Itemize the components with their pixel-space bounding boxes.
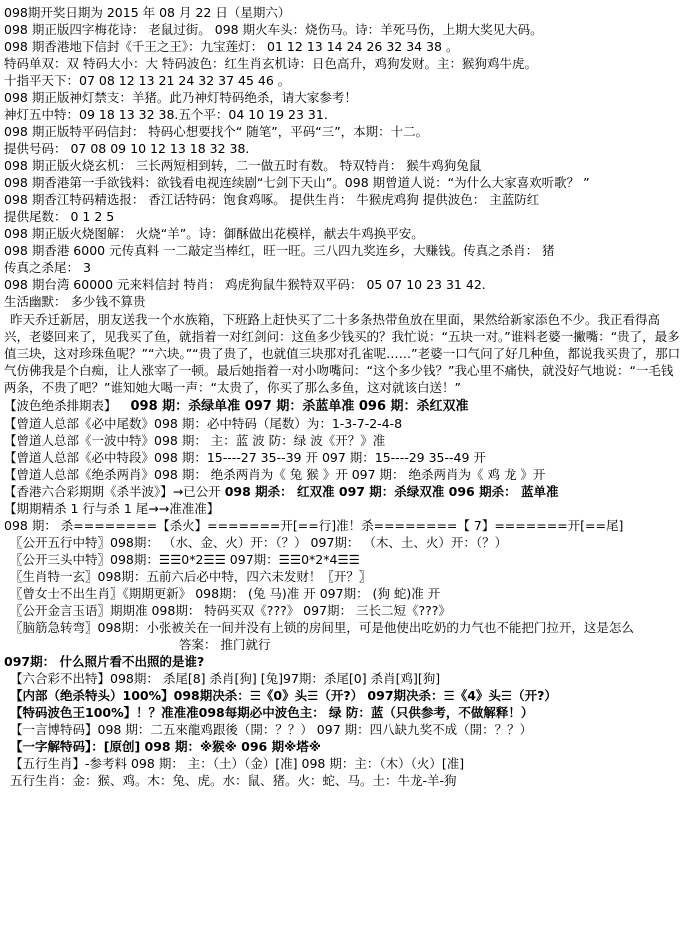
lady-line: 〖曾女士不出生肖〗《期期更新》 098期： (兔 马)准 开 097期： (狗 蛇)准 开: [10, 586, 441, 601]
wave-title: 【波色绝杀排期表】: [4, 398, 117, 413]
fax-tail-line: 传真之杀尾： 3: [4, 260, 91, 275]
selected-line: 【期期精杀 1 行与杀 1 尾→→准准准】: [4, 501, 220, 516]
envelope-line: 098 期正版特平码信封： 特码心想要找个“ 随笔”，平码“三”，本期：十二。: [4, 124, 429, 139]
ten-fingers-line: 十指平天下：07 08 12 13 21 24 32 37 45 46 。: [4, 73, 291, 88]
one-char-line: 【一字解特码】：[原创] 098 期：※猴※ 096 期※塔※: [10, 739, 321, 754]
no-special-line: 【六合彩不出特】098期： 杀尾[8] 杀肖[狗] [兔]97期：杀尾[0] 杀肖[鸡][狗]: [10, 671, 441, 686]
wave-periods: 098 期：杀绿单准 097 期：杀蓝单准 096 期：杀红双准: [130, 399, 469, 414]
brain-teaser-line: 〖脑筋急转弯〗098期：小张被关在一间并没有上锁的房间里，可是他使出吃奶的力气也不能把门拉开，这是怎么: [10, 620, 634, 635]
taiwan-line: 098 期台湾 60000 元来料信封 特肖： 鸡虎狗鼠牛猴特双平码： 05 07 10 23 31 42.: [4, 277, 486, 292]
wave-king-line: 【特码波色王100%】！？准准准098每期必中波色主： 绿 防：蓝（只供参考，不做解释！）: [10, 705, 534, 720]
fire-mystery-line: 098 期正版火烧玄机： 三长两短相到转，二一做五时有数。 特双特肖： 猴牛鸡狗兔鼠: [4, 158, 482, 173]
lamp-five-line: 神灯五中特：09 18 13 32 38.五个平：04 10 19 23 31.: [4, 107, 328, 122]
hk-half-prefix: 【香港六合彩期期《杀半波》】→已公开: [4, 484, 221, 499]
humor-story: 昨天乔迁新居，朋友送我一个水族箱，下班路上赶快买了二十多条热带鱼放在里面，果然给新家添色不少。我正看得高兴，老婆回来了，见我买了鱼，就指着一对红剑问：这鱼多少钱买的？我忙说：“五块一对。”谁料老婆一撇嘴：“贵了，最多值三块，这对珍珠鱼呢？”“六块。”“贵了贵了，也就值三块那对孔雀呢……”老婆一口气问了好几种鱼，都说我买贵了，那口气仿佛我是个白痴，让人涨宰了一顿。最后她指着一对小吻嘴问：“这个多少钱？”我心里不痛快，就没好气地说：“一毛钱两条，不贵了吧？”谁知她大喝一声：“太贵了，你买了那么多鱼，这对就该白送！”: [4, 312, 681, 395]
five-zodiac-list: 五行生肖：金：猴、鸡。木：兔、虎。水：鼠、猪。火：蛇、马。土：牛龙-羊-狗: [10, 773, 457, 788]
hk-select-line: 098 期香江特码精选报： 香江话特码：饱食鸡啄。 提供生肖： 牛猴虎鸡狗 提供波色： 主蓝防红: [4, 192, 540, 207]
three-heads-line: 〖公开三头中特〗098期：☰☰0*2☰☰ 097期：☰☰0*2*4☰☰: [10, 552, 360, 567]
zeng-kill-line: 【曾道人总部《绝杀两肖》098 期： 绝杀两肖为《 兔 猴 》开 097 期： 绝杀两肖为《 鸡 龙 》开: [4, 467, 546, 482]
question-097-line: 097期： 什么照片看不出照的是谁?: [4, 654, 205, 669]
internal-kill-line: 【内部（绝杀特头）100%】098期决杀：☰《0》头☰（开?） 097期决杀：☰《4》头☰（开?）: [10, 688, 557, 703]
answer-line: 答案： 推门就行: [179, 637, 271, 652]
humor-title: 生活幽默： 多少钱不算贵: [4, 294, 146, 309]
fax-line: 098 期香港 6000 元传真料 一二敲定当棒红，旺一旺。三八四九奖连乡，大赚钱。传真之杀肖： 猪: [4, 243, 555, 258]
numbers-line: 提供号码： 07 08 09 10 12 13 18 32 38.: [4, 141, 250, 156]
wave-line: [4, 397, 684, 415]
kill-fire-line: 098 期： 杀========【杀火】=======开[==行]准！杀========【 7】=======开[==尾]: [4, 518, 624, 533]
five-elements-line: 〖公开五行中特〗098期： （水、金、火）开：（？） 097期： （木、土、火）开：（？）: [10, 535, 508, 550]
hk-first-line: 098 期香港第一手欲钱料：欲钱看电视连续剧“七剑下天山”。098 期曾道人说：“为什么大家喜欢听歌？ ”: [4, 175, 590, 190]
zeng-tail-line: 【曾道人总部《必中尾数》098 期：必中特码（尾数）为：1-3-7-2-4-8: [4, 416, 403, 431]
tails-line: 提供尾数： 0 1 2 5: [4, 209, 115, 224]
zeng-wave-line: 【曾道人总部《一波中特》098 期： 主：蓝 波 防：绿 波《开？》准: [4, 433, 386, 448]
lamp-ban-line: 098 期正版神灯禁支：羊猪。此乃神灯特码绝杀，请大家参考！: [4, 90, 357, 105]
hk-half-wave-line: [4, 483, 684, 500]
special-code-line: 特码单双：双 特码大小：大 特码波色：红生肖玄机诗：日色高升，鸡狗发财。主：猴狗鸡牛虎。: [4, 56, 537, 71]
hk-half-values: 098 期杀： 红双准 097 期：杀绿双准 096 期杀： 蓝单准: [224, 484, 559, 499]
plum-poem-line: 098 期正版四字梅花诗： 老鼠过街。 098 期火车头：烧伤马。诗：羊死马伤，上期大奖见大码。: [4, 22, 543, 37]
one-word-bet-line: 【一言博特码】098 期：二五來龍鸡跟後（開：？？） 097 期：四八缺九奖不成（開：？？）: [10, 722, 533, 737]
zeng-range-line: 【曾道人总部《必中特段》098 期：15----27 35--39 开 097 期：15----29 35--49 开: [4, 450, 486, 465]
zodiac-line: 〖生肖特一玄〗098期：五前六后必中特，四六未发财！〖开？〗: [10, 569, 372, 584]
hk-envelope-line: 098 期香港地下信封《千王之王》：九宝莲灯： 01 12 13 14 24 26 32 34 38 。: [4, 39, 459, 54]
golden-words-line: 〖公开金言玉语〗期期准 098期： 特码买双《???》 097期： 三长二短《???》: [10, 603, 451, 618]
five-zodiac-line: 【五行生肖】-参考料 098 期： 主：（土）（金）[准] 098 期：主：（木）（火）[准]: [10, 756, 465, 771]
header-date-line: 098期开奖日期为 2015 年 08 月 22 日（星期六）: [4, 5, 291, 20]
fire-diagram-line: 098 期正版火烧图解： 火烧“羊”。诗：御酥做出花模样，献去牛鸡换平安。: [4, 226, 424, 241]
